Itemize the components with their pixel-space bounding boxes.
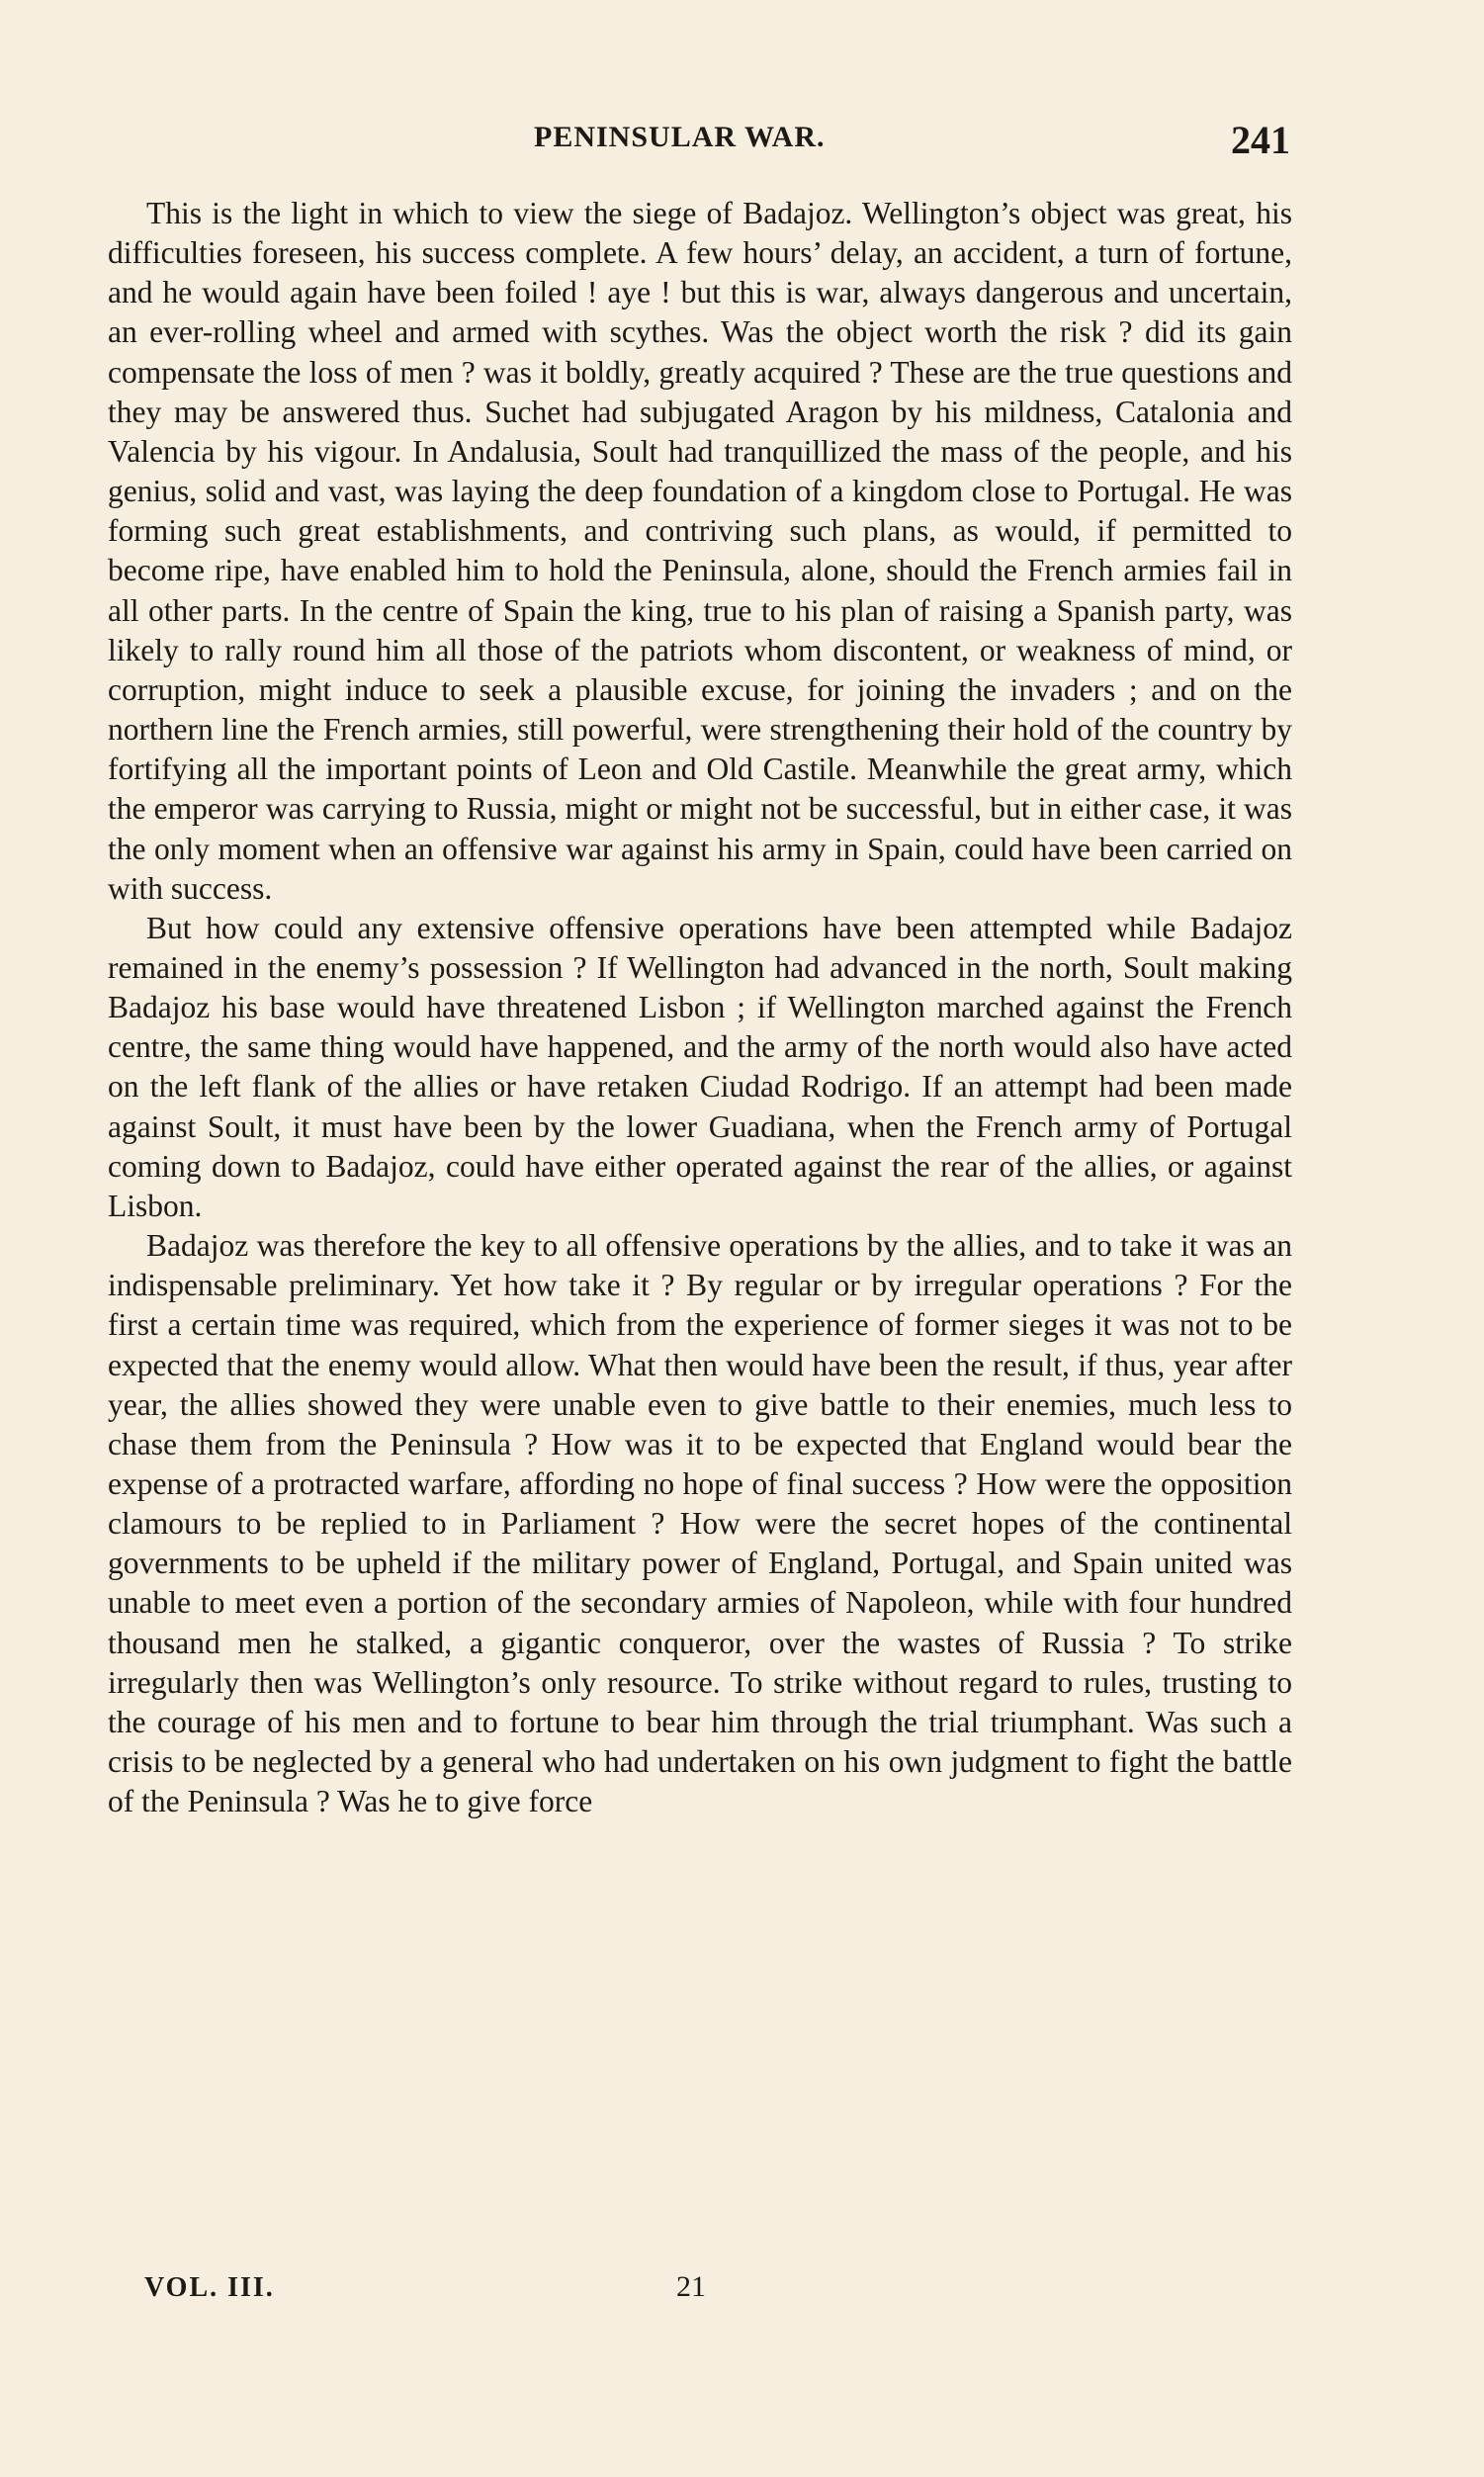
running-title: PENINSULAR WAR. <box>534 121 826 153</box>
volume-label: VOL. III. <box>144 2272 275 2303</box>
page-header <box>0 117 1484 176</box>
paragraph: Badajoz was therefore the key to all offensive operations by the allies, and to take it was an indispensable preliminary. Yet how take it ? By regular or by irregular operations ? For the first a certain time was required, which from the experience of former sieges it was not to be expected that the enemy would allow. What then would have been the result, if thus, year after year, the allies showed they were unable even to give battle to their enemies, much less to chase them from the Peninsula ? How was it to be expected that England would bear the expense of a protracted warfare, affording no hope of final success ? How were the opposition clamours to be replied to in Parliament ? How were the secret hopes of the continental governments to be upheld if the military power of England, Portugal, and Spain united was unable to meet even a portion of the secondary armies of Napoleon, while with four hundred thousand men he stalked, a gigantic conqueror, over the wastes of Russia ? To strike irregularly then was Wellington’s only resource. To strike without regard to rules, trusting to the courage of his men and to fortune to bear him through the trial triumphant. Was such a crisis to be neglected by a general who had undertaken on his own judgment to fight the battle of the Peninsula ? Was he to give force <box>108 1228 1292 1819</box>
signature-mark: 21 <box>676 2270 706 2303</box>
paragraph: This is the light in which to view the siege of Badajoz. Wellington’s object was great, his difficulties foreseen, his success complete. A few hours’ delay, an accident, a turn of fortune, and he would again have been foiled ! aye ! but this is war, always dangerous and uncertain, an ever-rolling wheel and armed with scythes. Was the object worth the risk ? did its gain compensate the loss of men ? was it boldly, greatly acquired ? These are the true questions and they may be answered thus. Suchet had subjugated Aragon by his mildness, Catalonia and Valencia by his vigour. In Andalusia, Soult had tranquillized the mass of the people, and his genius, solid and vast, was laying the deep foundation of a kingdom close to Portugal. He was forming such great establishments, and contriving such plans, as would, if permitted to become ripe, have enabled him to hold the Peninsula, alone, should the French armies fail in all other parts. In the centre of Spain the king, true to his plan of raising a Spanish party, was likely to rally round him all those of the patriots whom discontent, or weakness of mind, or corruption, might induce to seek a plausible excuse, for joining the invaders ; and on the northern line the French armies, still powerful, were strengthening their hold of the country by fortifying all the important points of Leon and Old Castile. Meanwhile the great army, which the emperor was carrying to Russia, might or might not be successful, but in either case, it was the only moment when an offensive war against his army in Spain, could have been carried on with success. <box>108 196 1292 906</box>
body-text <box>108 194 1292 1821</box>
paragraph: But how could any extensive offensive operations have been attempted while Badajoz remained in the enemy’s possession ? If Wellington had advanced in the north, Soult making Badajoz his base would have threatened Lisbon ; if Wellington marched against the French centre, the same thing would have happened, and the army of the north would also have acted on the left flank of the allies or have retaken Ciudad Rodrigo. If an attempt had been made against Soult, it must have been by the lower Guadiana, when the French army of Portugal coming down to Badajoz, could have either operated against the rear of the allies, or against Lisbon. <box>108 910 1292 1223</box>
page-number: 241 <box>1231 118 1290 162</box>
page-footer <box>0 2272 1484 2312</box>
